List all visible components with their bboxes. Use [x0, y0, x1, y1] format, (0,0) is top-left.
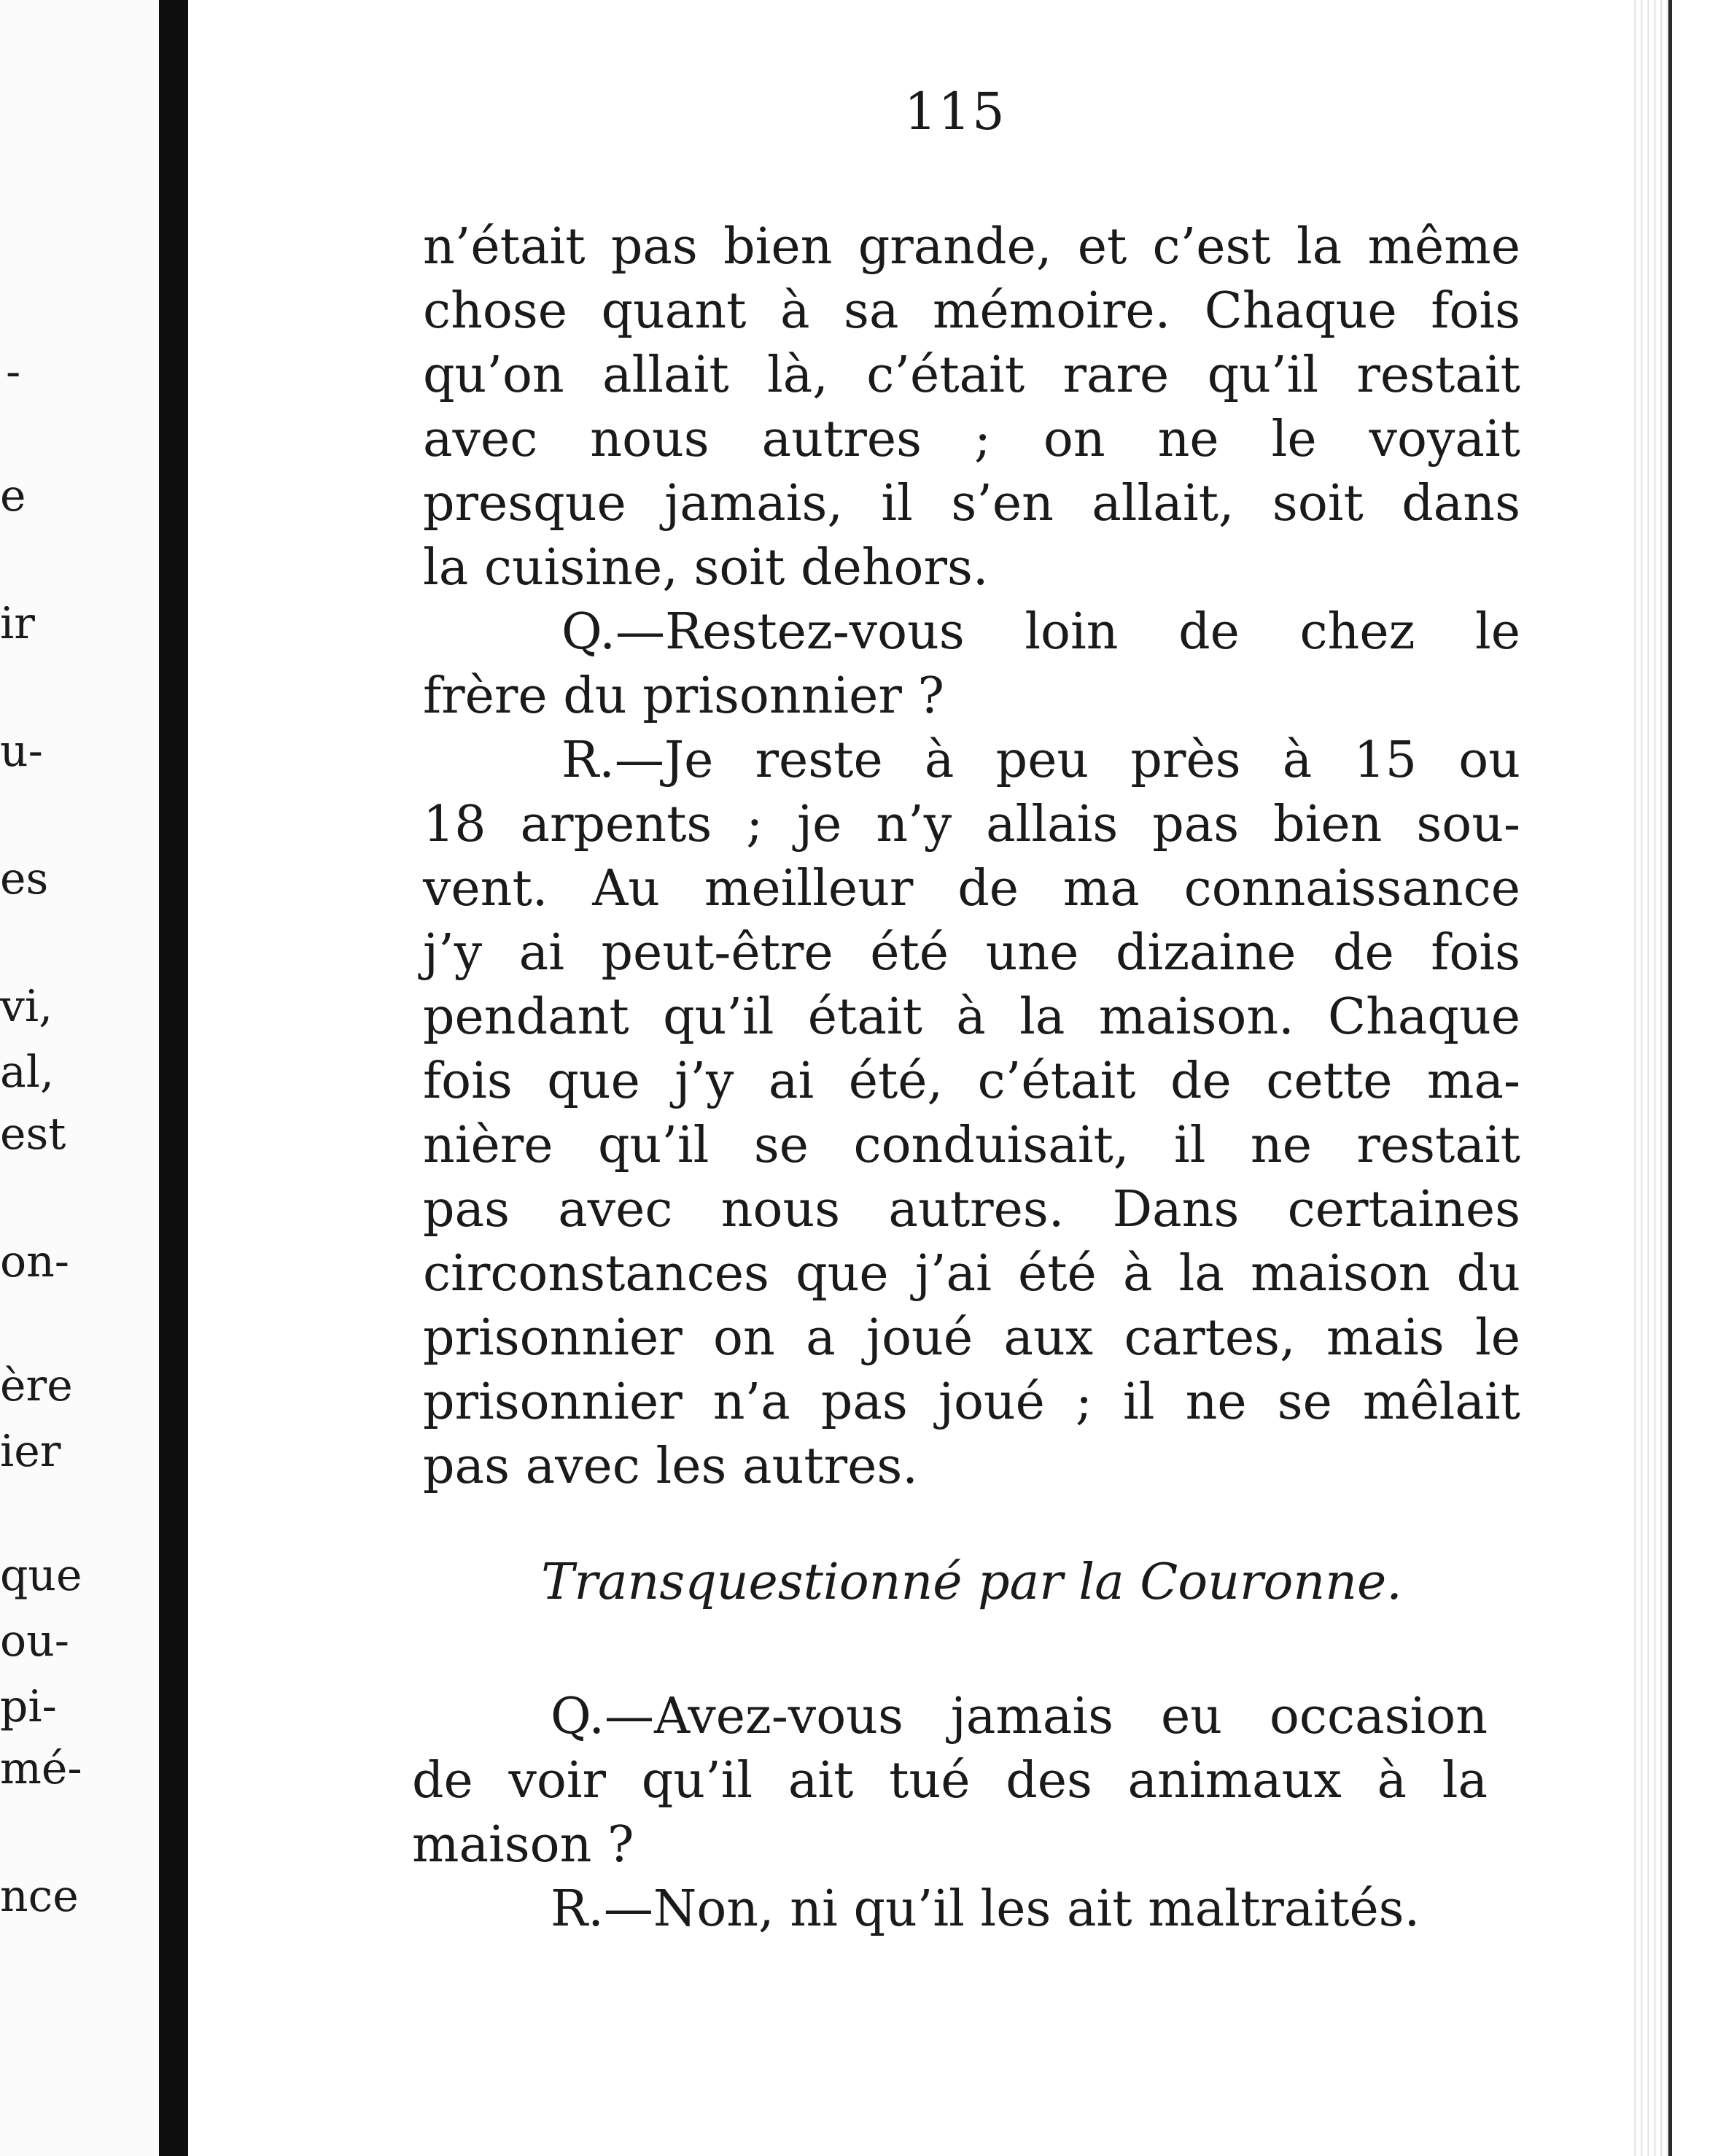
margin-fragment: al, — [0, 1047, 55, 1098]
margin-fragment: e — [0, 470, 26, 521]
question-line: de voir qu’il ait tué des animaux à la — [412, 1752, 1488, 1810]
text-line: n’était pas bien grande, et c’est la même — [423, 218, 1520, 276]
margin-fragment: ère — [0, 1360, 73, 1411]
margin-fragment: on- — [0, 1236, 70, 1287]
answer-line: vent. Au meilleur de ma connaissance — [423, 860, 1520, 918]
margin-fragment: u- — [0, 726, 43, 777]
text-line: avec nous autres ; on ne le voyait — [423, 411, 1520, 468]
book-binding-gutter — [159, 0, 188, 2156]
answer-line: fois que j’y ai été, c’était de cette ma- — [423, 1052, 1520, 1110]
question-line: maison ? — [412, 1816, 634, 1874]
answer-line: prisonnier on a joué aux cartes, mais le — [423, 1309, 1520, 1367]
left-page-margin — [0, 0, 159, 2156]
margin-fragment: pi- — [0, 1681, 57, 1732]
margin-fragment: - — [6, 346, 21, 398]
margin-fragment: nce — [0, 1871, 79, 1922]
question-line: frère du prisonnier ? — [423, 667, 944, 725]
margin-fragment: es — [0, 853, 49, 904]
answer-line: pas avec les autres. — [423, 1438, 918, 1495]
answer-line: pendant qu’il était à la maison. Chaque — [423, 988, 1520, 1046]
text-line: la cuisine, soit dehors. — [423, 539, 989, 597]
margin-fragment: vi, — [0, 981, 53, 1032]
answer-line: j’y ai peut-être été une dizaine de fois — [423, 924, 1520, 982]
text-line: qu’on allait là, c’était rare qu’il restait — [423, 346, 1520, 404]
main-text — [423, 215, 1520, 1499]
answer-line: prisonnier n’a pas joué ; il ne se mêlait — [423, 1373, 1520, 1431]
margin-fragment: que — [0, 1550, 82, 1601]
answer-line: pas avec nous autres. Dans certaines — [423, 1181, 1520, 1238]
page-stack-edges — [1630, 0, 1670, 2156]
text-line: chose quant à sa mémoire. Chaque fois — [423, 282, 1520, 340]
margin-fragment: ier — [0, 1426, 61, 1477]
margin-fragment: mé- — [0, 1743, 82, 1794]
answer-line: R.—Je reste à peu près à 15 ou — [561, 732, 1520, 789]
page-edge-shadow — [1668, 0, 1672, 2156]
text-line: presque jamais, il s’en allait, soit dans — [423, 475, 1520, 532]
answer-line: circonstances que j’ai été à la maison du — [423, 1245, 1520, 1303]
section-heading: Transquestionné par la Couronne. — [541, 1554, 1402, 1611]
margin-fragment: est — [0, 1109, 66, 1160]
margin-fragment: ou- — [0, 1616, 70, 1667]
answer-line: nière qu’il se conduisait, il ne restait — [423, 1117, 1520, 1174]
cross-examination-text — [412, 1685, 1488, 1942]
margin-fragment: ir — [0, 598, 35, 649]
question-line: Q.—Avez-vous jamais eu occasion — [551, 1688, 1488, 1745]
page-number: 115 — [904, 82, 1006, 141]
answer-line: R.—Non, ni qu’il les ait maltraités. — [551, 1880, 1420, 1938]
question-line: Q.—Restez-vous loin de chez le — [561, 603, 1520, 661]
answer-line: 18 arpents ; je n’y allais pas bien sou- — [423, 796, 1520, 853]
